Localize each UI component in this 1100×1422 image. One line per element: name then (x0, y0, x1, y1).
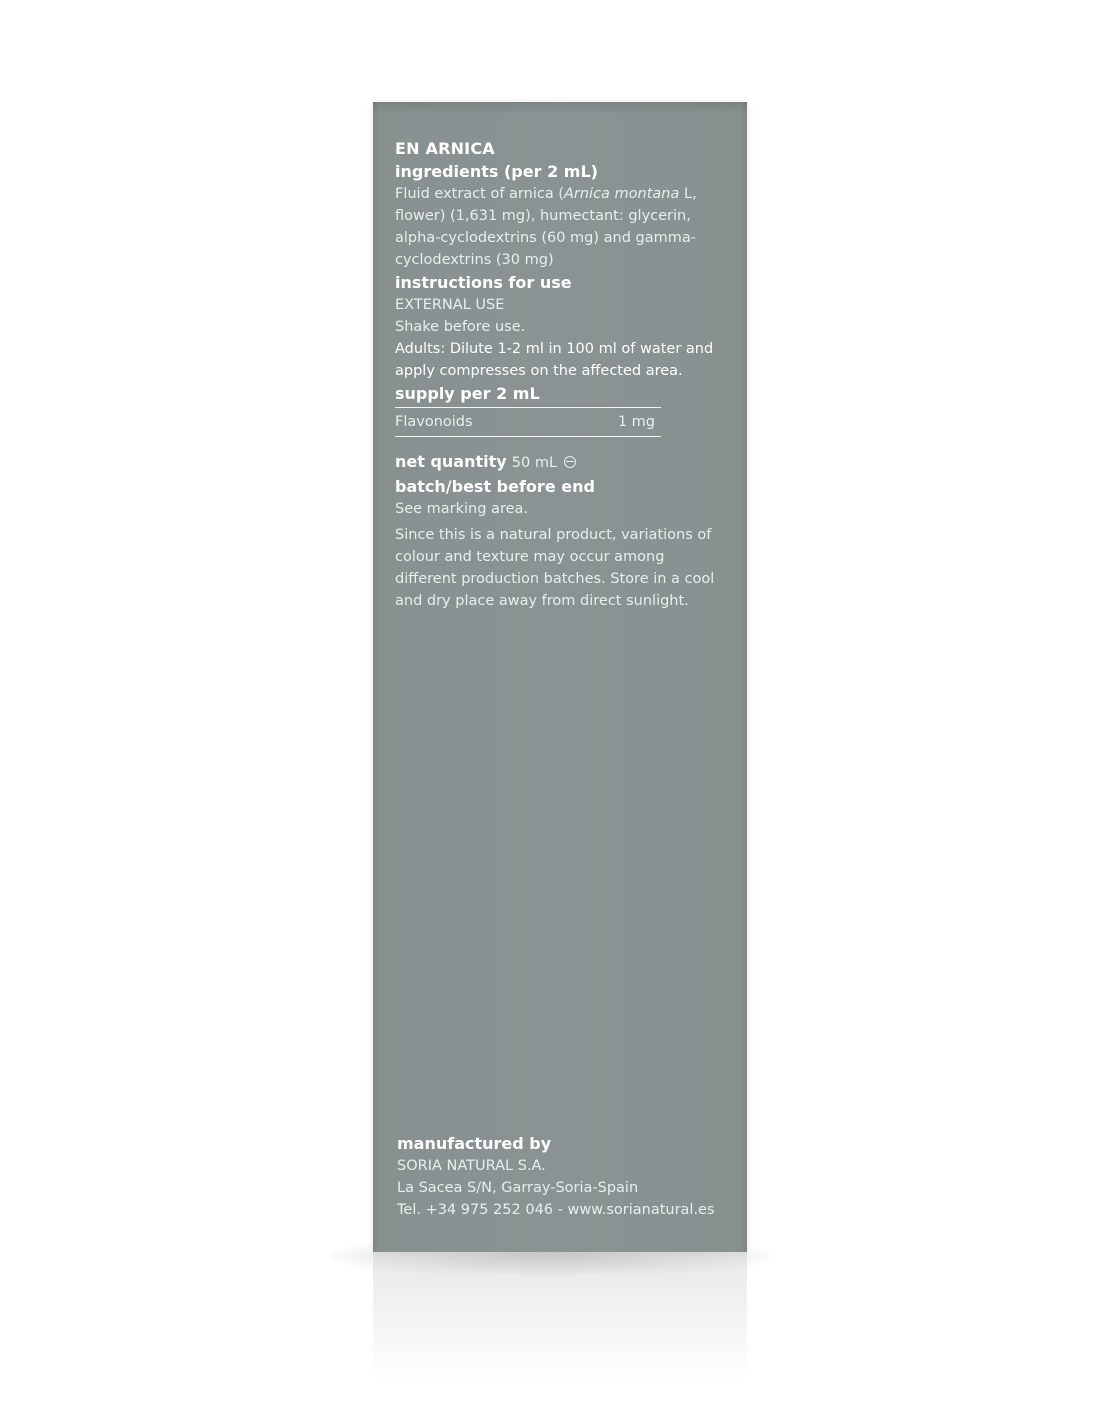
shake-text: Shake before use. (395, 319, 526, 335)
manufacturer-heading: manufactured by (397, 1134, 552, 1153)
batch-heading: batch/best before end (395, 477, 595, 496)
manufacturer-block (397, 1132, 737, 1221)
label-content (395, 138, 730, 612)
manufacturer-name: SORIA NATURAL S.A. (397, 1158, 546, 1174)
supply-table-row (395, 407, 661, 437)
manufacturer-address: La Sacea S/N, Garray-Soria-Spain (397, 1180, 639, 1196)
supply-row-amount: 1 mg (617, 414, 655, 430)
supply-heading: supply per 2 mL (395, 384, 540, 403)
panel-top-shade (373, 102, 747, 114)
language-code-heading: EN ARNICA (395, 139, 495, 158)
ingredients-text (395, 183, 730, 271)
batch-text: See marking area. (395, 501, 528, 517)
latin-name: Arnica montana (563, 186, 680, 202)
ingredients-text-part1: Fluid extract of arnica ( (395, 186, 564, 202)
ingredients-text-part2: L, flower) (1,631 mg), humectant: glycerin, alpha-cyclodextrins (60 mg) and gamma-cyclodextrins (30 mg) (395, 186, 697, 268)
estimated-sign-icon (564, 456, 576, 468)
instructions-heading: instructions for use (395, 273, 572, 292)
supply-row-name: Flavonoids (395, 414, 473, 430)
product-box-side-panel (373, 102, 747, 1252)
storage-note: Since this is a natural product, variations of colour and texture may occur among different production batches. Store in a cool and dry place away from direct sunlight. (395, 527, 715, 609)
box-reflection (373, 1252, 747, 1382)
ingredients-heading: ingredients (per 2 mL) (395, 162, 598, 181)
net-quantity-label: net quantity (395, 452, 507, 471)
net-quantity-value: 50 mL (511, 455, 558, 471)
adults-dosage-text: Adults: Dilute 1-2 ml in 100 ml of water and apply compresses on the affected area. (395, 341, 714, 379)
manufacturer-contact: Tel. +34 975 252 046 - www.sorianatural.es (397, 1202, 715, 1218)
external-use-text: EXTERNAL USE (395, 297, 505, 313)
net-quantity (395, 450, 730, 475)
